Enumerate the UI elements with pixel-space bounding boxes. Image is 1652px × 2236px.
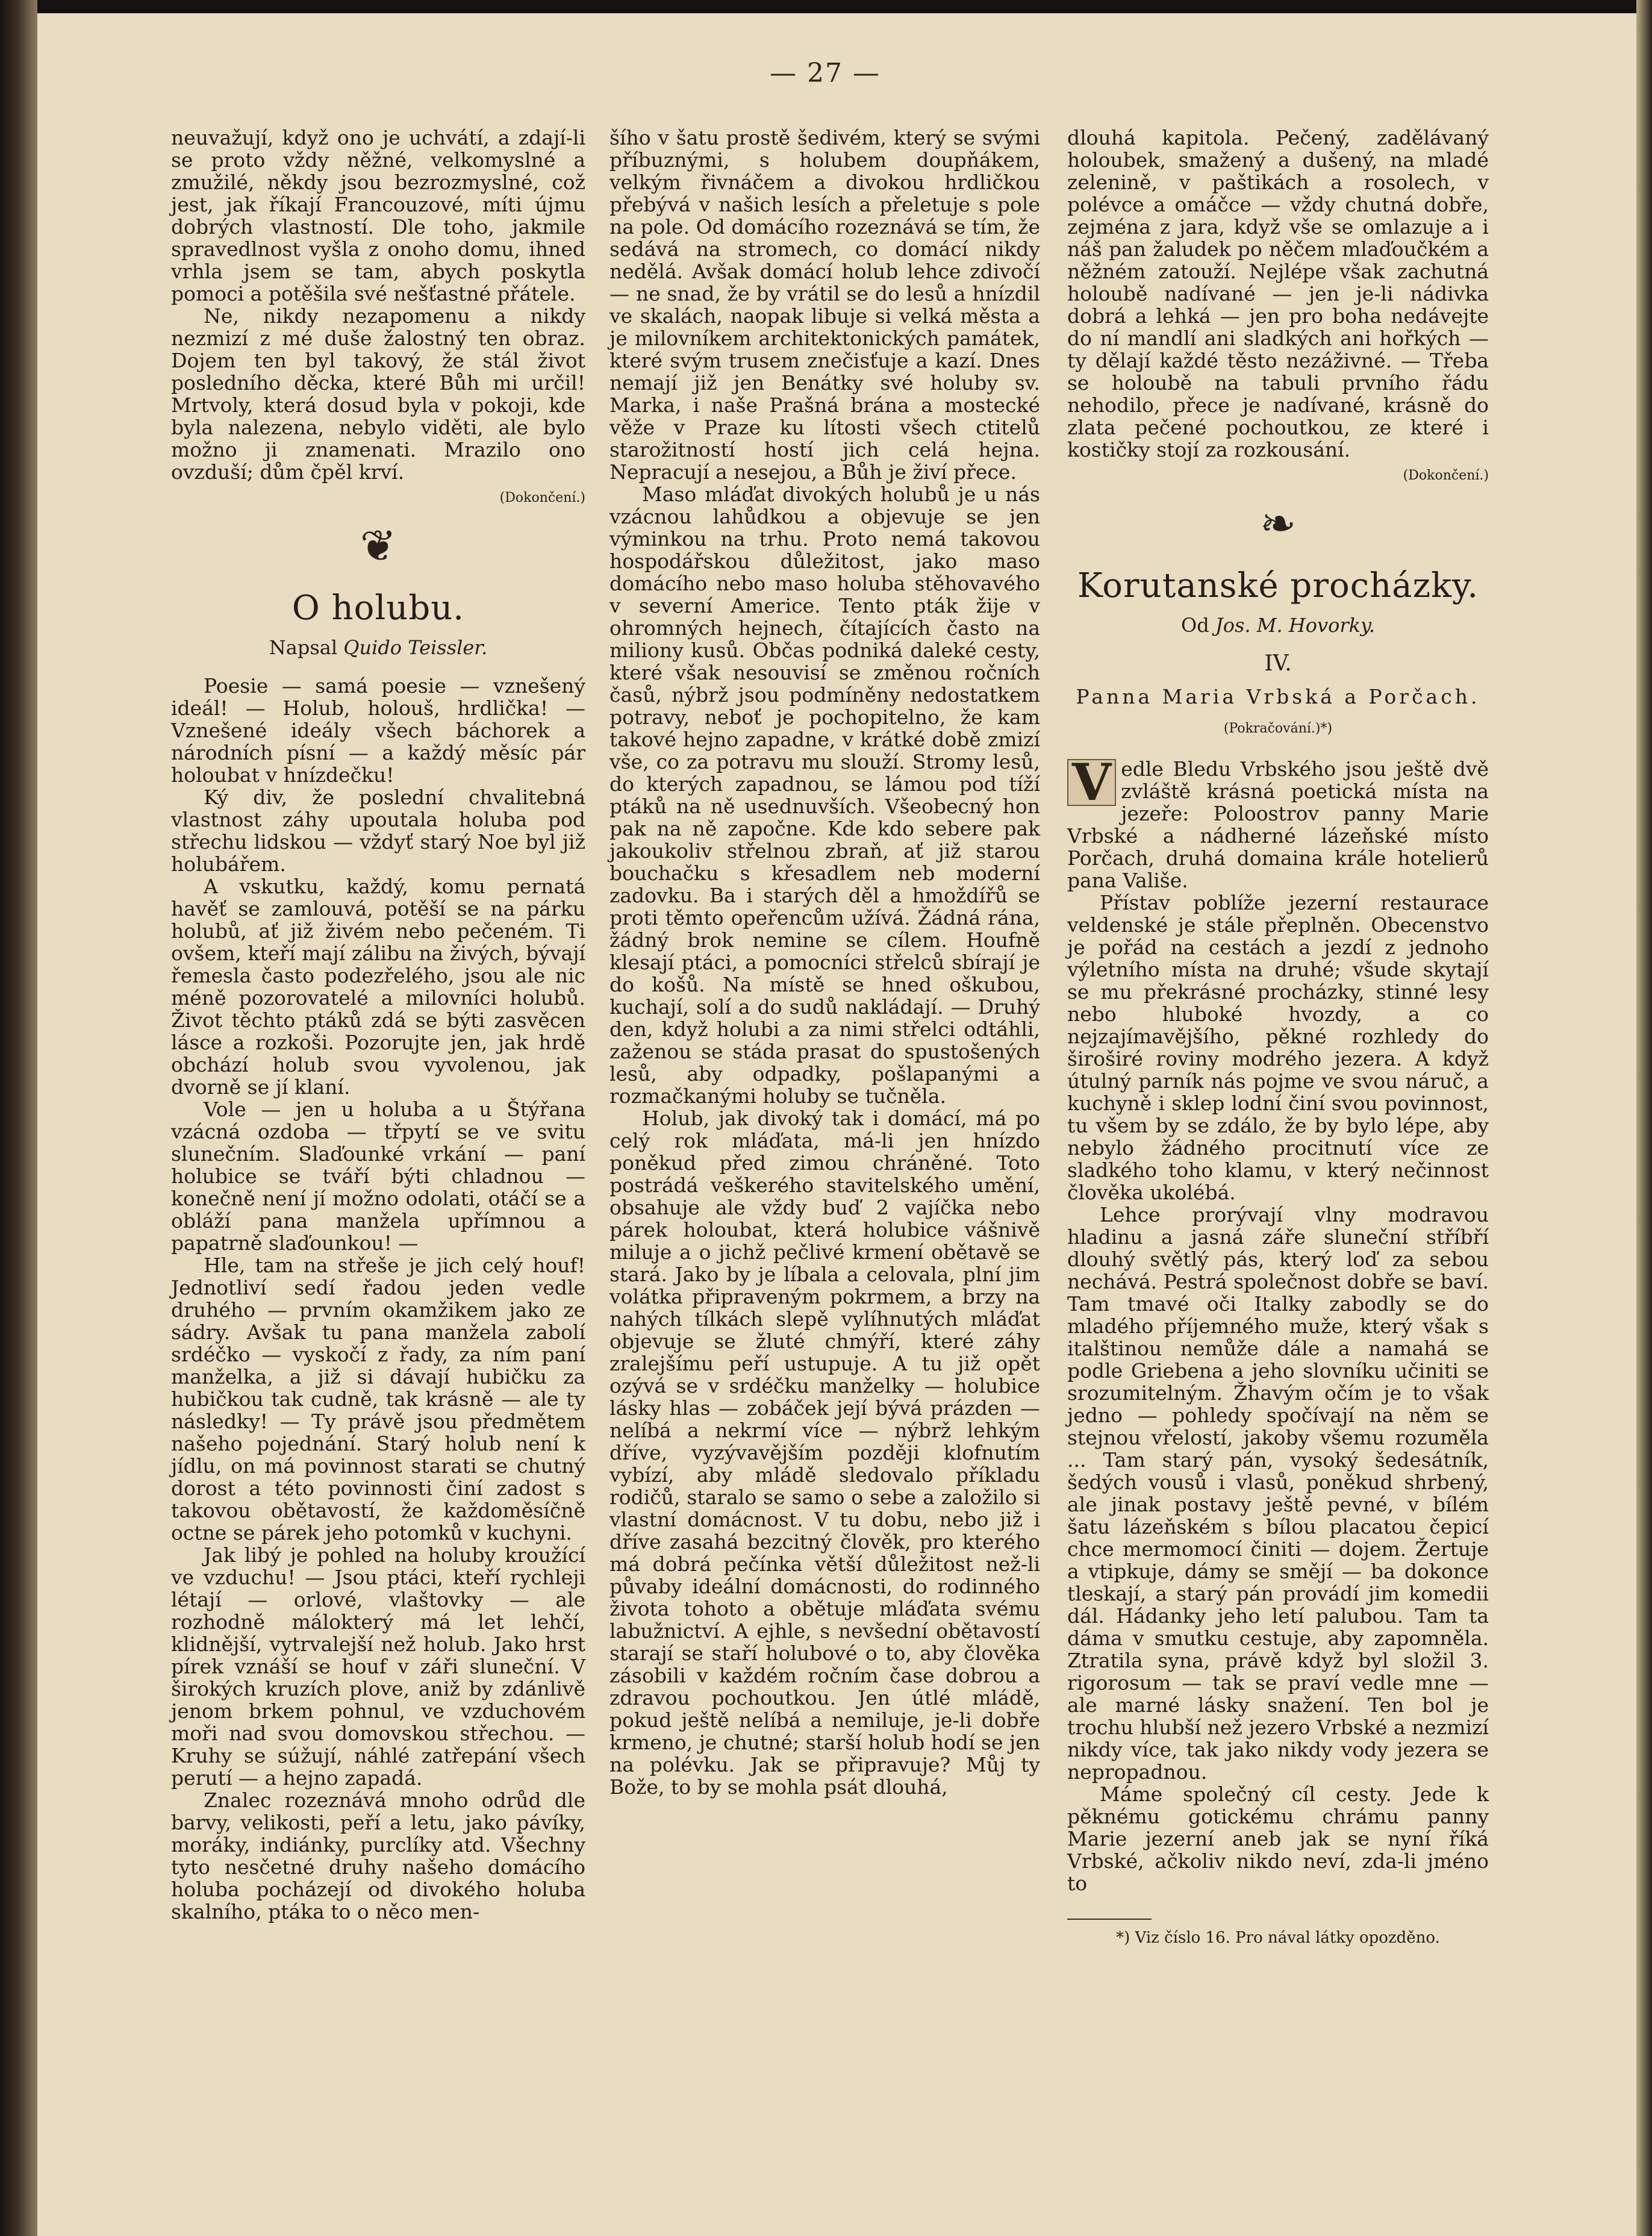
- drop-cap: V: [1067, 759, 1116, 806]
- paragraph: Přístav poblíže jezerní restaurace veldenské je stále přeplněn. Obecenstvo je pořád na cestách a jezdí z jednoho výletního místa na druhé; všude skytají se mu překrásné procházky, stinné lesy nebo hluboké hvozdy, a co nejzajímavějšího, pěkné rozhledy do široširé roviny modrého jezera. A když útulný parník nás pojme ve svou náruč, a kuchyně i sklep lodní činí svou povinnost, tu všem by se zdálo, že by bylo lépe, aby nebylo žádného procitnutí více ze sladkého toho klamu, v který nečinnost člověka ukolébá.: [1067, 891, 1489, 1204]
- continuation-note: (Dokončení.): [1403, 468, 1489, 483]
- byline-prefix: Napsal: [269, 636, 344, 659]
- fleuron-ornament-icon: ❦: [360, 520, 397, 571]
- footnote: *) Viz číslo 16. Pro nával látky opozděno.: [1116, 1929, 1440, 1947]
- paragraph: Ne, nikdy nezapomenu a nikdy nezmizí z mé duše žalostný ten obraz. Dojem ten byl takový, že stál život posledního děcka, které Bůh mi určil! Mrtvoly, která dosud byla v pokoji, kde byla nalezena, nebylo viděti, ale bylo možno ji znamenati. Mrazilo ono ovzduší; dům čpěl krví.: [171, 304, 585, 484]
- top-edge: [0, 0, 1652, 13]
- paragraph: Poesie — samá poesie — vznešený ideál! — Holub, holouš, hrdlička! — Vznešené ideály všech báchorek a národních písní — a každý měsíc pár holoubat v hnízdečku!: [171, 674, 585, 787]
- paragraph: [1067, 752, 1489, 892]
- paragraph: Znalec rozeznává mnoho odrůd dle barvy, velikosti, peří a letu, jako pávíky, moráky, indiánky, purclíky atd. Všechny tyto nesčetné druhy našeho domácího holuba pocházejí od divokého holuba skalního, ptáka to o něco men-: [171, 1788, 585, 1923]
- paragraph: Jak libý je pohled na holuby kroužící ve vzduchu! — Jsou ptáci, kteří rychleji létají — orlové, vlaštovky — ale rozhodně málokterý má let lehčí, klidnější, vytrvalejší než holub. Jako hrst pírek vznáší se houf v záři sluneční. V širokých kruzích plove, aniž by zdánlivě jenom brkem pohnul, ve vzduchovém moři nad svou domovskou střechou. — Kruhy se súžují, náhlé zatřepání všech perutí — a hejno zapadá.: [171, 1543, 585, 1790]
- paragraph: Maso mláďat divokých holubů je u nás vzácnou lahůdkou a objevuje se jen výminkou na trhu. Proto nemá takovou hospodářskou důležitost, jako maso domácího nebo maso holuba stěhovavého v severní Americe. Tento pták žije v ohromných hejnech, čítajících často na miliony kusů. Občas podniká daleké cesty, které však nesouvisí se změnou ročních časů, nýbrž jsou podmíněny nedostatkem potravy, neboť je pochopitelno, že kam takové hejno zapadne, v krátké době zmizí vše, co za potravu mu slouží. Stromy lesů, do kterých zapadnou, se lámou pod tíží ptáků na ně usednuvších. Všeobecný hon pak na ně započne. Kde kdo sebere pak jakoukoliv střelnou zbraň, ať již starou bouchačku s křesadlem neb moderní zadovku. Ba i starých děl a hmoždířů se proti těmto opeřencům užívá. Žádná rána, žádný brok nemine se cílem. Houfně klesají ptáci, a pomocníci střelců sbírají je do košů. Na místě se hned oškubou, kuchají, solí a do sudů nakládají. — Druhý den, když holubi a za nimi střelci odtáhli, zaženou se stáda prasat do spustošených lesů, aby odpadky, pošlapanými a rozmačkanými holuby se tučněla.: [609, 482, 1040, 1108]
- section-number: IV.: [1264, 651, 1292, 676]
- binding-gutter: [0, 0, 37, 2236]
- paragraph: Holub, jak divoký tak i domácí, má po celý rok mláďata, má-li jen hnízdo poněkud před zimou chráněné. Toto postrádá veškerého stavitelského umění, obsahuje ale vždy buď 2 vajíčka nebo párek holoubat, která holubice vášnivě miluje a o jichž pečlivé krmení obětavě se stará. Jako by je líbala a celovala, plní jim volátka připraveným pokrmem, a brzy na nahých tílkách slepě vylíhnutých mláďat objevuje se žluté chmýří, které záhy zralejšímu peří ustupuje. A tu již opět ozývá se v srdéčku manželky — holubice lásky hlas — zobáček její bývá prázden — nelíbá a nekrmí více — nýbrž lehkým dříve, vyzývavějším později klofnutím vybízí, aby mládě sledovalo příkladu rodičů, staralo se samo o sebe a založilo si vlastní domácnost. V tu dobu, nebo již i dříve zasahá bezcitný člověk, pro kterého má dobrá pečínka větší důležitost než-li půvaby ideální domácnosti, do rodinného života tohoto a obětuje mláďata svému labužnictví. A ejhle, s nevšední obětavostí starají se staří holubové o to, aby člověka zásobili v každém ročním čase dobrou a zdravou pochoutkou. Jen útlé mládě, pokud ještě nelíbá a nemiluje, je-li dobře krmeno, je chutné; starší holub hodí se jen na polévku. Jak se připravuje? Můj ty Bože, to by se mohla psát dlouhá,: [609, 1107, 1041, 1799]
- article-byline: [171, 637, 585, 659]
- byline-author: Jos. M. Hovorky.: [1215, 614, 1376, 637]
- article-byline: [1067, 614, 1489, 637]
- byline-author: Quido Teissler.: [343, 636, 488, 659]
- continuation-note: (Dokončení.): [499, 490, 585, 505]
- column-1: [171, 126, 585, 1923]
- right-page-edge: [1636, 0, 1652, 2236]
- article-title: Korutanské procházky.: [1077, 566, 1479, 605]
- paragraph: dlouhá kapitola. Pečený, zadělávaný holoubek, smažený a dušený, na mladé zelenině, v paštikách a rosolech, v polévce a omáčce — vždy chutná dobře, zejména z jara, když vše se omlazuje a i náš pan žaludek po něčem mlaďoučkém a něžném zatouží. Nejlépe však zachutná holoubě nadívané — jen je-li nádivka dobrá a lehká — jen pro boha nedávejte do ní mandlí ani sladkých ani hořkých — ty dělají každé těsto nezáživné. — Třeba se holoubě na tabuli prvního řádu nehodilo, přece je nadívané, krásně do zlata pečené pochoutkou, ze které i kostičky stojí za rozkousání.: [1067, 126, 1489, 461]
- paragraph: Vole — jen u holuba a u Štýřana vzácná ozdoba — třpytí se ve svitu slunečním. Slaďounké vrkání — paní holubice se tváří býti chladnou — konečně není jí možno odolati, otáčí se a obláží pana manžela upřímnou a papatrně slaďounkou! —: [171, 1098, 585, 1255]
- fleuron-ornament-icon: ❧: [1259, 498, 1297, 549]
- paragraph: Hle, tam na střeše je jich celý houf! Jednotliví sedí řadou jeden vedle druhého — prvním okamžikem jako ze sádry. Avšak tu pana manžela zabolí srdéčko — vyskočí z řady, za ním paní manželka, a již si dávají hubičku za hubičkou tak cudně, tak krásně — ale ty následky! — Ty právě jsou předmětem našeho pojednání. Starý holub není k jídlu, on má povinnost starati se chutný dorost a této povinnosti činí zadost s takovou obětavostí, že každoměsíčně octne se párek jeho potomků v kuchyni.: [171, 1254, 585, 1544]
- paragraph: neuvažují, když ono je uchvátí, a zdají-li se proto vždy něžné, velkomyslné a zmužilé, někdy jsou bezrozmyslné, což jest, jak říkají Francouzové, míti újmu dobrých vlastností. Dle toho, jakmile spravedlnost vyšla z onoho domu, ihned vrhla jsem se tam, abych poskytla pomoci a potěšila své nešťastné přátele.: [171, 126, 585, 305]
- paragraph: Máme společný cíl cesty. Jede k pěknému gotickému chrámu panny Marie jezerní aneb jak se nyní říká Vrbské, ačkoliv nikdo neví, zda-li jméno to: [1067, 1782, 1489, 1895]
- paragraph: Lehce prorývají vlny modravou hladinu a jasná záře sluneční stříbří dlouhý světlý pás, který loď za sebou nechává. Pestrá společnost dobře se baví. Tam tmavé oči Italky zabodly se do mladého příjemného muže, který však s italštinou nemůže dále a namahá se podle Griebena a jeho slovníku učiniti se srozumitelným. Žhavým očím je to však jedno — pohledy spočívají na něm se stejnou vřelostí, jakoby všemu rozuměla ... Tam starý pán, vysoký šedesátník, šedých vousů i vlasů, poněkud shrbený, ale jinak postavy ještě pevné, v bílém šatu lázeňském s bílou placatou čepicí chce mermomocí činiti — dojem. Žertuje a vtipkuje, dámy se smějí — ba dokonce tleskají, a starý pán provádí jim komedii dál. Hádanky jeho letí palubou. Tam ta dáma v smutku cestuje, aby zapomněla. Ztratila syna, právě když byl složil 3. rigorosum — tak se praví vedle mne — ale marné lásky snažení. Ten bol je trochu hlubší než jezero Vrbské a nezmizí nikdy více, tak jako nikdy vody jezera se nepropadnou.: [1067, 1203, 1489, 1784]
- paragraph: šího v šatu prostě šedivém, který se svými příbuznými, s holubem doupňákem, velkým řivnáčem a divokou hrdličkou přebývá v našich lesích a přeletuje s pole na pole. Od domácího rozeznává se tím, že sedává na stromech, co domácí nikdy nedělá. Avšak domácí holub lehce zdivočí — ne snad, že by vrátil se do lesů a hnízdil ve skalách, naopak libuje si velká města a je milovníkem architektonických památek, které svým trusem znečisťuje a kazí. Dnes nemají již jen Benátky své holuby sv. Marka, i naše Prašná brána a mostecké věže v Praze ku lítosti všech ctitelů starožitností hostí jich celá hejna. Nepracují a nesejou, a Bůh je živí přece.: [609, 126, 1040, 484]
- paragraph: A vskutku, každý, komu pernatá havěť se zamlouvá, potěší se na párku holubů, ať již živém nebo pečeném. Ti ovšem, kteří mají zálibu na živých, bývají řemesla často podezřelého, jsou ale nic méně pozorovatelé a milovníci holubů. Život těchto ptáků zdá se býti zasvěcen lásce a rozkoši. Pozorujte jen, jak hrdě obchází holub svou vyvolenou, jak dvorně se jí klaní.: [171, 875, 585, 1099]
- byline-prefix: Od: [1180, 614, 1215, 637]
- continuation-note: (Pokračování.)*): [1223, 721, 1333, 736]
- paragraph: Ký div, že poslední chvalitebná vlastnost záhy upoutala holuba pod střechu lidskou — vždyť starý Noe byl již holubářem.: [171, 785, 585, 876]
- footnote-rule: [1067, 1919, 1152, 1920]
- paragraph-text: edle Bledu Vrbského jsou ještě dvě zvláště krásná poetická místa na jezeře: Poloostrov panny Marie Vrbské a nádherné lázeňské místo Porčach, druhá domaina krále hotelierů pana Vališe.: [1067, 757, 1489, 892]
- section-heading: Panna Maria Vrbská a Porčach.: [1076, 685, 1480, 708]
- page-number: — 27 —: [770, 58, 881, 89]
- article-title: O holubu.: [291, 589, 465, 628]
- column-2: [609, 126, 1040, 1798]
- column-3: [1067, 126, 1489, 1947]
